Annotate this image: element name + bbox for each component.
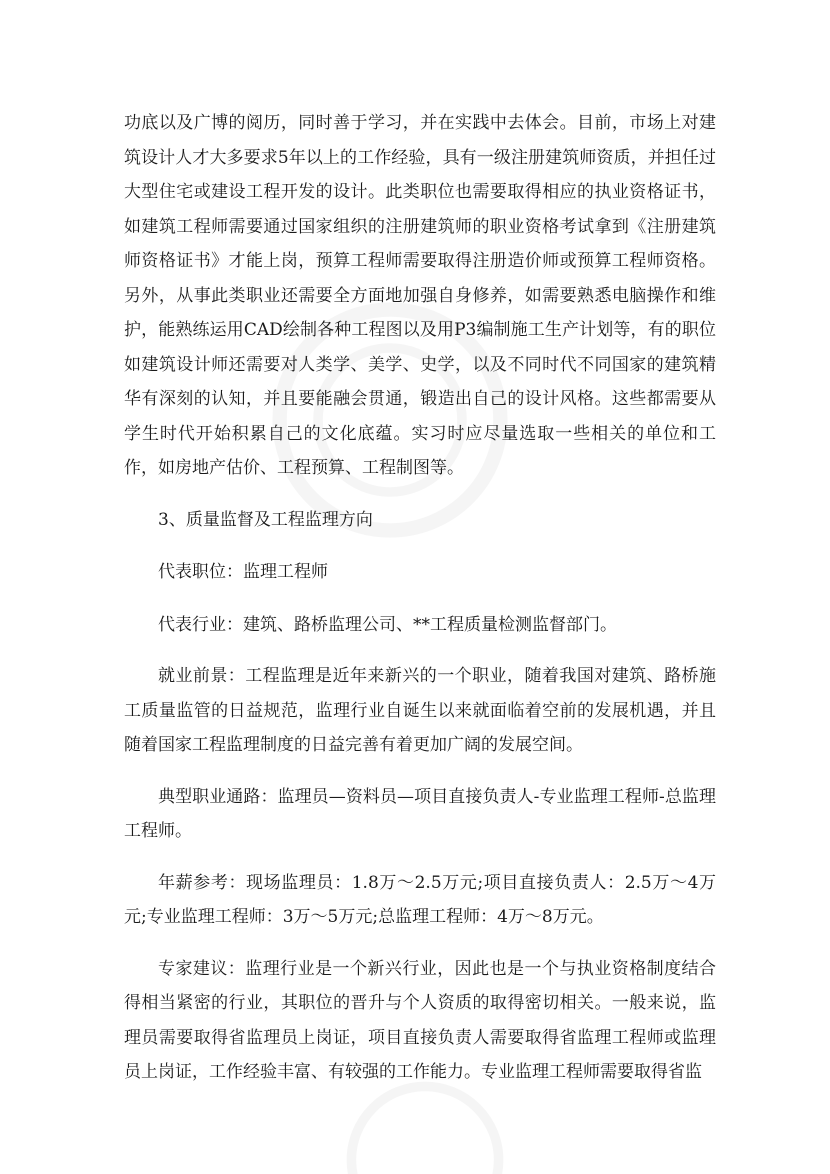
- section-heading: 3、质量监督及工程监理方向: [158, 509, 373, 530]
- paragraph-employment-prospects: 就业前景：工程监理是近年来新兴的一个职业，随着我国对建筑、路桥施工质量监管的日益规范，监理行业自诞生以来就面临着空前的发展机遇，并且随着国家工程监理制度的日益完善有着更加广阔的发展空间。: [124, 666, 716, 755]
- paragraph-expert-advice: 专家建议：监理行业是一个新兴行业，因此也是一个与执业资格制度结合得相当紧密的行业，其职位的晋升与个人资质的取得密切相关。一般来说，监理员需要取得省监理员上岗证，项目直接负责人需要取得省监理工程师或监理员上岗证，工作经验丰富、有较强的工作能力。专业监理工程师需要取得省监: [124, 958, 716, 1082]
- paragraph-salary-reference: 年薪参考：现场监理员：1.8万～2.5万元;项目直接负责人：2.5万～4万元;专业监理工程师：3万～5万元;总监理工程师：4万～8万元。: [124, 872, 716, 927]
- paragraph-career-path: 典型职业通路：监理员—资料员—项目直接负责人-专业监理工程师-总监理工程师。: [124, 786, 716, 841]
- document-body: [124, 106, 716, 1090]
- paragraph-representative-industry: 代表行业：建筑、路桥监理公司、**工程质量检测监督部门。: [158, 614, 617, 635]
- watermark-logo-icon-bottom: [345, 1080, 505, 1174]
- paragraph-continued: 功底以及广博的阅历，同时善于学习，并在实践中去体会。目前，市场上对建筑设计人才大多要求5年以上的工作经验，具有一级注册建筑师资质，并担任过大型住宅或建设工程开发的设计。此类职位也需要取得相应的执业资格证书，如建筑工程师需要通过国家组织的注册建筑师的职业资格考试拿到《注册建筑师资格证书》才能上岗，预算工程师需要取得注册造价师或预算工程师资格。另外，从事此类职业还需要全方面地加强自身修养，如需要熟悉电脑操作和维护，能熟练运用CAD绘制各种工程图以及用P3编制施工生产计划等，有的职位如建筑设计师还需要对人类学、美学、史学，以及不同时代不同国家的建筑精华有深刻的认知，并且要能融会贯通，锻造出自己的设计风格。这些都需要从学生时代开始积累自己的文化底蕴。实习时应尽量选取一些相关的单位和工作，如房地产估价、工程预算、工程制图等。: [124, 113, 716, 478]
- paragraph-representative-role: 代表职位：监理工程师: [158, 562, 328, 582]
